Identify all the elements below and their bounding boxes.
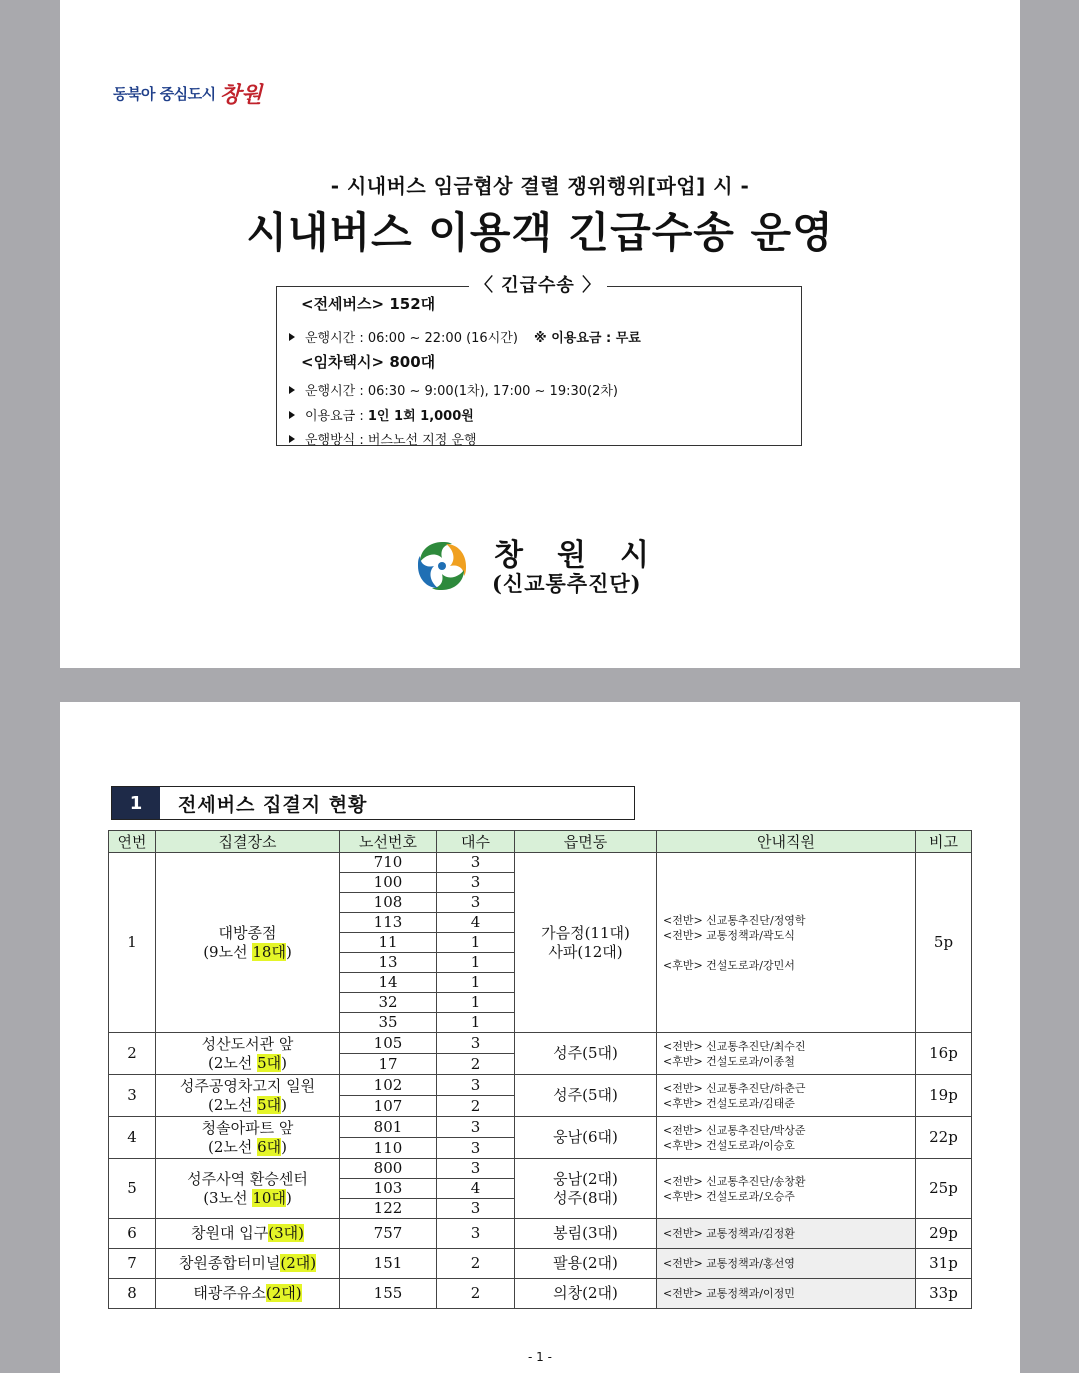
cell-staff: <전반> 신교통추진단/정영학 <전반> 교통정책과/곽도식 <후반> 건설도로과/강민서 — [657, 853, 916, 1033]
cell-place: 창원종합터미널(2대) — [156, 1249, 340, 1279]
col-header-place: 집결장소 — [156, 831, 340, 853]
cell-route: 800 — [340, 1159, 437, 1179]
place-name: 대방종점 — [218, 923, 277, 942]
cell-note: 5p — [916, 853, 972, 1033]
cell-route: 113 — [340, 913, 437, 933]
cell-count: 3 — [437, 1219, 515, 1249]
table-row — [109, 1279, 972, 1309]
col-header-staff: 안내직원 — [657, 831, 916, 853]
cell-no: 4 — [109, 1117, 156, 1159]
cell-count: 3 — [437, 1159, 515, 1179]
document-subtitle: - 시내버스 임금협상 결렬 쟁위행위[파업] 시 - — [330, 174, 750, 198]
cell-count: 3 — [437, 1117, 515, 1138]
bullet-triangle-icon — [289, 386, 295, 394]
cell-count: 1 — [437, 953, 515, 973]
cell-dong: 성주(5대) — [515, 1033, 657, 1075]
cell-count: 3 — [437, 1138, 515, 1159]
cell-route: 100 — [340, 873, 437, 893]
charter-bus-heading: <전세버스> 152대 — [301, 295, 436, 313]
col-header-count: 대수 — [437, 831, 515, 853]
col-header-dong: 읍면동 — [515, 831, 657, 853]
cell-count: 4 — [437, 1179, 515, 1199]
cell-staff: <전반> 신교통추진단/송창환 <후반> 건설도로과/오승주 — [657, 1159, 916, 1219]
emergency-transport-box — [276, 275, 802, 448]
bullet-triangle-icon — [289, 411, 295, 419]
table-row — [109, 1159, 972, 1179]
cell-route: 108 — [340, 893, 437, 913]
brand-script: 창원 — [219, 82, 263, 108]
cell-count: 3 — [437, 893, 515, 913]
cell-dong: 성주(5대) — [515, 1075, 657, 1117]
cell-count: 3 — [437, 1033, 515, 1054]
cell-count: 3 — [437, 1199, 515, 1219]
table-row — [109, 853, 972, 873]
cell-place — [156, 853, 340, 1033]
cell-dong: 가음정(11대) 사파(12대) — [515, 853, 657, 1033]
cell-staff: <전반> 교통정책과/이정민 — [657, 1279, 916, 1309]
document-title: 시내버스 이용객 긴급수송 운영 — [246, 208, 834, 257]
cell-count: 1 — [437, 933, 515, 953]
section-title: 전세버스 집결지 현황 — [178, 793, 368, 816]
highlight-count: 5대 — [257, 1053, 282, 1072]
col-header-note: 비고 — [916, 831, 972, 853]
highlight-count: 10대 — [252, 1188, 286, 1207]
taxi-fee-value: 1인 1회 1,000원 — [367, 409, 474, 424]
cell-note: 25p — [916, 1159, 972, 1219]
table-row — [109, 1249, 972, 1279]
cell-route: 103 — [340, 1179, 437, 1199]
cell-no: 2 — [109, 1033, 156, 1075]
cell-staff: <전반> 신교통추진단/최수진 <후반> 건설도로과/이종철 — [657, 1033, 916, 1075]
cell-staff: <전반> 신교통추진단/박상준 <후반> 건설도로과/이승호 — [657, 1117, 916, 1159]
cell-place: 성주공영차고지 일원 (2노선 5대) — [156, 1075, 340, 1117]
cell-route: 151 — [340, 1249, 437, 1279]
cell-count: 2 — [437, 1054, 515, 1075]
page-number: - 1 - — [528, 1350, 552, 1364]
cell-route: 110 — [340, 1138, 437, 1159]
cell-no: 6 — [109, 1219, 156, 1249]
cell-note: 29p — [916, 1219, 972, 1249]
cell-note: 31p — [916, 1249, 972, 1279]
cell-dong: 웅남(2대) 성주(8대) — [515, 1159, 657, 1219]
cell-count: 4 — [437, 913, 515, 933]
cell-count: 1 — [437, 973, 515, 993]
department-name: (신교통추진단) — [492, 571, 642, 596]
cell-count: 2 — [437, 1096, 515, 1117]
charter-bus-hours — [289, 327, 641, 346]
cell-route: 105 — [340, 1033, 437, 1054]
cell-route: 14 — [340, 973, 437, 993]
taxi-method — [289, 429, 477, 448]
cell-dong: 봉림(3대) — [515, 1219, 657, 1249]
table-row — [109, 1075, 972, 1096]
document-page-cover — [60, 0, 1020, 668]
bullet-triangle-icon — [289, 435, 295, 443]
table-row — [109, 1219, 972, 1249]
charter-hours-text: 운행시간 : 06:00 ~ 22:00 (16시간) — [305, 331, 518, 346]
cell-count: 3 — [437, 873, 515, 893]
cell-route: 757 — [340, 1219, 437, 1249]
highlight-count: (2대) — [280, 1254, 317, 1272]
cell-no: 7 — [109, 1249, 156, 1279]
cell-place: 태광주유소(2대) — [156, 1279, 340, 1309]
section-number: 1 — [112, 787, 160, 819]
table-row — [109, 1033, 972, 1054]
taxi-hours — [289, 380, 618, 399]
cell-place: 성산도서관 앞 (2노선 5대) — [156, 1033, 340, 1075]
cell-route: 32 — [340, 993, 437, 1013]
cell-count: 1 — [437, 993, 515, 1013]
col-header-route: 노선번호 — [340, 831, 437, 853]
cell-route: 35 — [340, 1013, 437, 1033]
cell-route: 13 — [340, 953, 437, 973]
cell-route: 17 — [340, 1054, 437, 1075]
cell-place: 청솔아파트 앞 (2노선 6대) — [156, 1117, 340, 1159]
cell-dong: 팔용(2대) — [515, 1249, 657, 1279]
highlight-count: 18대 — [252, 942, 286, 961]
cell-count: 2 — [437, 1279, 515, 1309]
cell-dong: 의창(2대) — [515, 1279, 657, 1309]
charter-fee-text: ※ 이용요금 : 무료 — [534, 331, 641, 346]
cell-no: 1 — [109, 853, 156, 1033]
cell-count: 3 — [437, 853, 515, 873]
cell-route: 102 — [340, 1075, 437, 1096]
document-page-1 — [60, 702, 1020, 1373]
cell-no: 3 — [109, 1075, 156, 1117]
taxi-fee-label: 이용요금 : — [305, 409, 368, 424]
cell-note: 33p — [916, 1279, 972, 1309]
taxi-hours-text: 운행시간 : 06:30 ~ 9:00(1차), 17:00 ~ 19:30(2차) — [305, 384, 618, 399]
city-brand-logo — [113, 78, 262, 109]
cell-count: 3 — [437, 1075, 515, 1096]
cell-note: 16p — [916, 1033, 972, 1075]
cell-route: 11 — [340, 933, 437, 953]
cell-route: 710 — [340, 853, 437, 873]
cell-note: 19p — [916, 1075, 972, 1117]
cell-route: 107 — [340, 1096, 437, 1117]
city-name: 창원시 — [494, 538, 683, 573]
changwon-city-emblem-icon — [412, 536, 472, 596]
section-heading — [111, 786, 635, 820]
taxi-method-text: 운행방식 : 버스노선 지정 운행 — [305, 433, 477, 448]
cell-place: 창원대 입구(3대) — [156, 1219, 340, 1249]
table-row — [109, 1117, 972, 1138]
cell-note: 22p — [916, 1117, 972, 1159]
cell-no: 8 — [109, 1279, 156, 1309]
bullet-triangle-icon — [289, 333, 295, 341]
cell-place: 성주사역 환승센터 (3노선 10대) — [156, 1159, 340, 1219]
taxi-heading: <임차택시> 800대 — [301, 353, 436, 371]
cell-staff: <전반> 신교통추진단/하춘근 <후반> 건설도로과/김태준 — [657, 1075, 916, 1117]
cell-staff: <전반> 교통정책과/김정환 — [657, 1219, 916, 1249]
brand-text: 동북아 중심도시 — [113, 85, 216, 103]
highlight-count: (2대) — [265, 1284, 302, 1302]
cell-staff: <전반> 교통정책과/홍선영 — [657, 1249, 916, 1279]
highlight-count: 5대 — [257, 1095, 282, 1114]
box-legend: 〈 긴급수송 〉 — [469, 271, 607, 297]
cell-route: 801 — [340, 1117, 437, 1138]
assembly-point-table — [108, 830, 972, 1309]
highlight-count: (3대) — [268, 1224, 304, 1242]
cell-route: 122 — [340, 1199, 437, 1219]
cell-count: 1 — [437, 1013, 515, 1033]
table-header-row — [109, 831, 972, 853]
taxi-fee — [289, 405, 474, 424]
cell-dong: 웅남(6대) — [515, 1117, 657, 1159]
highlight-count: 6대 — [257, 1137, 282, 1156]
col-header-no: 연번 — [109, 831, 156, 853]
cell-count: 2 — [437, 1249, 515, 1279]
cell-route: 155 — [340, 1279, 437, 1309]
cell-no: 5 — [109, 1159, 156, 1219]
place-summary: (9노선 18대) — [203, 942, 292, 961]
